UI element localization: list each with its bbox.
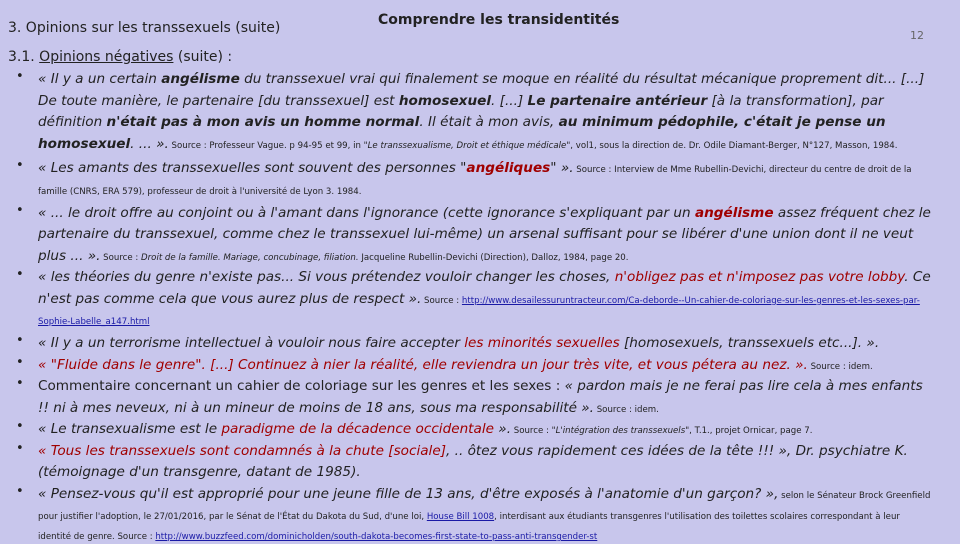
source-text: Source : " xyxy=(511,426,556,436)
source-text: Source : Interview de Mme Rubellin-Devichi, directeur du centre de droit de la famille (CNRS, ERA 579), professeur de droit à l'université de Lyon 3. 1984. xyxy=(38,165,912,197)
list-item: • « Pensez-vous qu'il est approprié pour une jeune fille de 13 ans, d'être exposés à l'anatomie d'un garçon? », selon le Sénateur Brock Greenfield pour justifier l'adoption, le 27/01/2016, par le Sénat de l'État du Dakota du Sud, d'une loi, House Bill 1008, interdisant aux étudiants transgenres l'utilisation des toilettes scolaires correspondant à leur identité de genre. Source : http://www.buzzfeed.com/dominicholden/south-dakota-becomes-first-state-to-pass-anti-transgender-st xyxy=(8,483,932,544)
source-text: Source : idem. xyxy=(808,362,873,372)
slide-title: Comprendre les transidentités xyxy=(378,12,619,28)
source-link[interactable]: House Bill 1008 xyxy=(427,512,494,522)
source-text: Source : xyxy=(421,296,462,306)
subsection-number: 3.1. xyxy=(8,49,35,65)
source-link[interactable]: http://www.desailessuruntracteur.com/Ca-deborde--Un-cahier-de-coloriage-sur-les-genres-et-les-sexes-par-Sophie-Labelle_a147.html xyxy=(38,296,920,328)
section-title: 3. Opinions sur les transsexuels (suite) xyxy=(8,20,280,36)
bullet-icon: • xyxy=(16,158,24,173)
page-number: 12 xyxy=(910,29,924,42)
source-text: Source : idem. xyxy=(594,405,659,415)
list-item: • « Les amants des transsexuelles sont souvent des personnes "angéliques" ». Source : Interview de Mme Rubellin-Devichi, directeur du centre de droit de la famille (CNRS, ERA 579), professeur de droit à l'université de Lyon 3. 1984. xyxy=(8,157,932,199)
list-item: • « Tous les transsexuels sont condamnés à la chute [sociale], .. ôtez vous rapidement ces idées de la tête !!! », Dr. psychiatre K. (témoignage d'un transgenre, datant de 1985). xyxy=(8,440,932,483)
subsection-heading xyxy=(8,49,232,65)
list-item: • « Il y a un terrorisme intellectuel à vouloir nous faire accepter les minorités sexuelles [homosexuels, transsexuels etc...]. ». xyxy=(8,332,932,354)
bullet-icon: • xyxy=(16,441,24,456)
subsection-suffix: (suite) : xyxy=(173,49,232,65)
bullet-icon: • xyxy=(16,69,24,84)
quote-list xyxy=(8,68,932,544)
list-item: • « les théories du genre n'existe pas... Si vous prétendez vouloir changer les choses, n'obligez pas et n'imposez pas votre lobby. Ce n'est pas comme cela que vous aurez plus de respect ». Source : http://www.desailessuruntracteur.com/Ca-deborde--Un-cahier-de-coloriage-sur-les-genres-et-les-sexes-par-Sophie-Labelle_a147.html xyxy=(8,266,932,329)
bullet-icon: • xyxy=(16,484,24,499)
list-item: • Commentaire concernant un cahier de coloriage sur les genres et les sexes : « pardon mais je ne ferai pas lire cela à mes enfants !! ni à mes neveux, ni à un mineur de moins de 18 ans, sous ma responsabilité ». Source : idem. xyxy=(8,375,932,418)
list-item: • « Le transexualisme est le paradigme de la décadence occidentale ». Source : "L'intégration des transsexuels", T.1., projet Ornicar, page 7. xyxy=(8,418,932,440)
bullet-icon: • xyxy=(16,333,24,348)
list-item: • « Il y a un certain angélisme du transsexuel vrai qui finalement se moque en réalité du résultat mécanique proprement dit... [...] De toute manière, le partenaire [du transsexuel] est homosexuel. [...] Le partenaire antérieur [à la transformation], par définition n'était pas à mon avis un homme normal. Il était à mon avis, au minimum pédophile, c'était je pense un homosexuel. ... ». Source : Professeur Vague. p 94-95 et 99, in "Le transsexualisme, Droit et éthique médicale", vol1, sous la direction de. Dr. Odile Diamant-Berger, N°127, Masson, 1984. xyxy=(8,68,932,154)
source-text: Source : xyxy=(100,253,141,263)
bullet-icon: • xyxy=(16,376,24,391)
bullet-icon: • xyxy=(16,419,24,434)
subsection-label: Opinions négatives xyxy=(39,49,173,65)
list-item: • « ... le droit offre au conjoint ou à l'amant dans l'ignorance (cette ignorance s'expliquant par un angélisme assez fréquent chez le partenaire du transsexuel, comme chez le transsexuel lui-même) un arsenal suffisant pour se libérer d'une union dont il ne veut plus ... ». Source : Droit de la famille. Mariage, concubinage, filiation. Jacqueline Rubellin-Devichi (Direction), Dalloz, 1984, page 20. xyxy=(8,202,932,267)
bullet-icon: • xyxy=(16,267,24,282)
bullet-icon: • xyxy=(16,355,24,370)
list-item: • « "Fluide dans le genre". [...] Continuez à nier la réalité, elle reviendra un jour très vite, et vous pétera au nez. ». Source : idem. xyxy=(8,354,932,376)
source-text: selon le Sénateur Brock Greenfield pour justifier l'adoption, le 27/01/2016, par le Sénat de l'État du Dakota du Sud, d'une loi, xyxy=(38,491,930,523)
source-text: Source : Professeur Vague. p 94-95 et 99, in " xyxy=(169,141,368,151)
bullet-icon: • xyxy=(16,203,24,218)
source-link[interactable]: http://www.buzzfeed.com/dominicholden/south-dakota-becomes-first-state-to-pass-anti-transgender-st xyxy=(155,532,597,542)
